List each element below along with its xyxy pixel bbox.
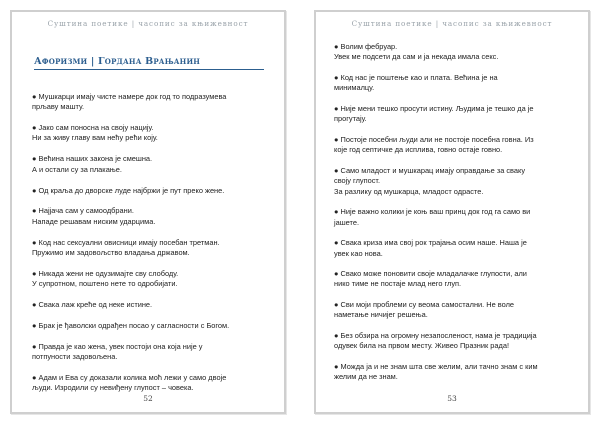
aphorism-line: ● Можда ја и не знам шта све желим, али тачно знам с ким [334,362,538,372]
aphorism-line: Пружимо им задовољство владања државом. [32,247,190,257]
aphorism-item [316,331,588,352]
aphorism-line: одувек била на првом месту. Живео Празник рада! [334,341,509,351]
aphorism-line: А и остали су за плакање. [32,164,122,174]
aphorism-line: желим да не знам. [334,372,398,382]
aphorism-item [12,92,284,113]
right-page [314,10,590,414]
aphorism-line: наметање ничијег решења. [334,310,428,320]
aphorism-line: минималцу. [334,83,375,93]
aphorism-line: нико тиме не постаје млад него глуп. [334,279,462,289]
aphorism-line: У супротном, поштено нете то одробијати. [32,279,178,289]
aphorism-item [12,269,284,290]
aphorism-line: ● Свака лаж креће од неке истине. [32,300,153,310]
aphorism-line: људи. Изродили су невиђену глупост – човека. [32,383,194,393]
aphorism-line: ● Није мени тешко просути истину. Људима је тешко да је [334,103,534,113]
aphorism-item [12,373,284,394]
aphorism-item [316,362,588,383]
aphorism-item [316,269,588,290]
running-head: Суштина поетике | часопис за књижевност [351,19,553,28]
aphorism-line: Ни за живу главу вам нећу рећи коју. [32,133,158,143]
aphorism-line: ● Код нас је поштење као и плата. Већина је на [334,72,498,82]
aphorism-item [12,154,284,175]
aphorism-line: јашете. [334,217,360,227]
aphorism-line: прогутају. [334,114,367,124]
aphorism-item [12,300,284,310]
aphorism-line: ● Код нас сексуални овисници имају посебан третман. [32,237,220,247]
aphorism-item [316,238,588,259]
aphorism-line: ● Најјача сам у самоодбрани. [32,206,134,216]
aphorism-line: ● Волим фебруар. [334,42,398,51]
aphorism-item [316,135,588,156]
aphorism-item [12,342,284,363]
section-title: Афоризми | Гордана Врањанин [34,56,201,67]
running-head: Суштина поетике | часопис за књижевност [47,19,249,28]
aphorism-item [12,206,284,227]
aphorism-item [12,123,284,144]
aphorism-item [12,186,284,196]
aphorism-line: ● Адам и Ева су доказали колика моћ лежи у само двоје [32,372,227,382]
title-underline [34,69,264,70]
aphorism-line: ● Без обзира на огромну незапосленост, нама је традиција [334,331,537,341]
aphorism-line: увек као нова. [334,248,383,258]
aphorism-item [316,166,588,197]
aphorism-item [316,300,588,321]
aphorism-line: ● Постоје посебни људи али не постоје посебна говна. Из [334,134,534,144]
aphorism-line: ● Није важно колики је коњ ваш принц док год га само ви [334,207,531,217]
aphorism-item [316,42,588,63]
aphorism-line: ● Никада жени не одузимајте сву слободу. [32,268,179,278]
left-page [10,10,286,414]
aphorism-list [316,42,588,383]
aphorism-item [316,73,588,94]
aphorism-item [12,321,284,331]
aphorism-line: ● Брак је ђаволски одрађен посао у сагласности с Богом. [32,320,230,330]
aphorism-item [12,238,284,259]
aphorism-item [316,207,588,228]
aphorism-line: ● Само младост и мушкарац имају оправдање за сваку [334,165,526,175]
aphorism-line: ● Мушкарци имају чисте намере док год то подразумева [32,92,227,101]
aphorism-line: ● Од краља до дворске луде најбржи је пут преко жене. [32,185,225,195]
aphorism-line: прљаву машту. [32,102,85,112]
aphorism-line: ● Већина наших закона је смешна. [32,154,153,164]
aphorism-line: Увек ме подсети да сам и ја некада имала секс. [334,52,499,62]
aphorism-line: ● Свако може поновити своје младалачке глупости, али [334,269,527,279]
aphorism-line: које год септичке да исплива, говно остаје говно. [334,145,503,155]
aphorism-line: Нападе решавам ниским ударцима. [32,216,156,226]
aphorism-line: ● Свака криза има свој рок трајања осим наше. Наша је [334,238,527,248]
aphorism-list [12,92,284,394]
aphorism-line: За разлику од мушкарца, младост одрасте. [334,186,484,196]
aphorism-item [316,104,588,125]
aphorism-line: своју глупост. [334,176,381,186]
page-number: 53 [447,394,457,403]
aphorism-line: ● Правда је као жена, увек постоји она која није у [32,341,203,351]
aphorism-line: потпуности задовољена. [32,352,118,362]
aphorism-line: ● Сви моји проблеми су веома самостални. Не воле [334,300,514,310]
page-number: 52 [143,394,153,403]
aphorism-line: ● Јако сам поносна на своју нацију. [32,123,154,133]
